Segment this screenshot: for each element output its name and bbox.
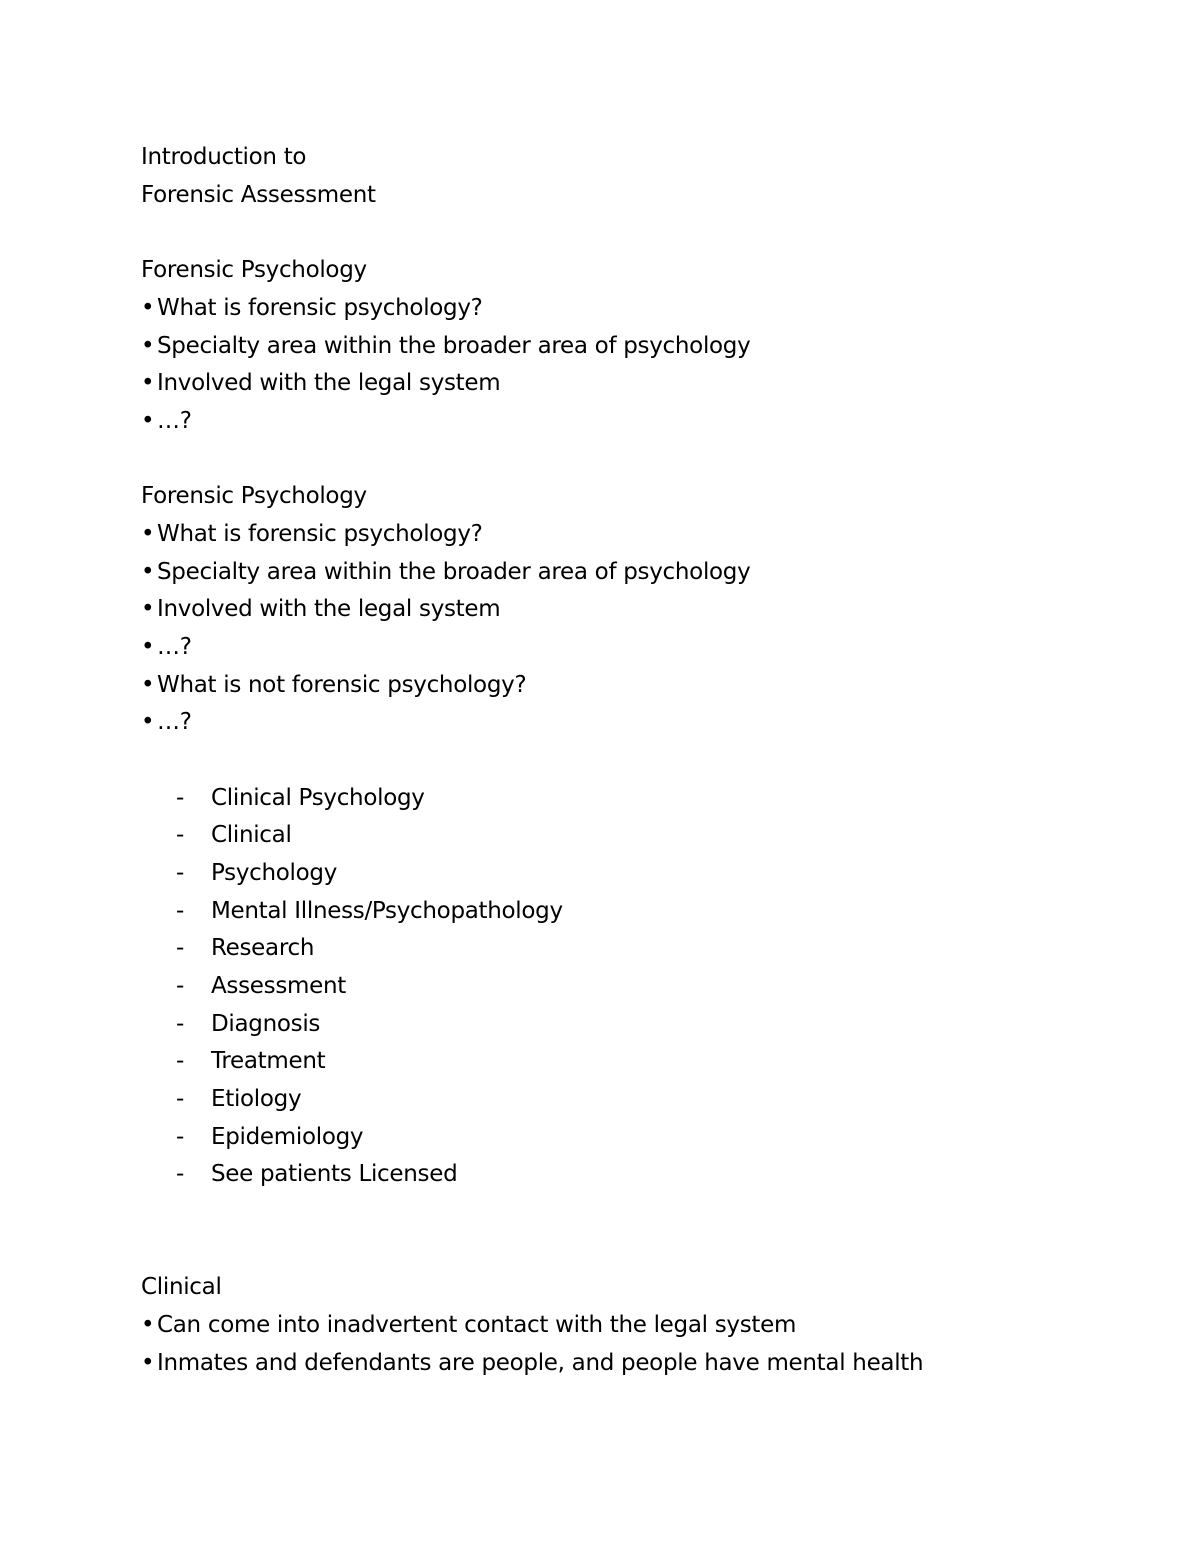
dash-marker: - xyxy=(176,1124,184,1150)
bullet-marker: • xyxy=(141,559,155,585)
section1-bullet xyxy=(141,368,500,398)
title-line-2: Forensic Assessment xyxy=(141,182,376,208)
bullet-marker: • xyxy=(141,521,155,547)
dash-item-text: Mental Illness/Psychopathology xyxy=(211,898,563,924)
dash-list-item xyxy=(176,783,425,813)
section1-bullet xyxy=(141,406,192,436)
bullet-marker: • xyxy=(141,672,155,698)
dash-item-text: Psychology xyxy=(211,860,338,886)
bullet-text: Involved with the legal system xyxy=(157,370,501,396)
dash-list-item xyxy=(176,820,292,850)
bullet-marker: • xyxy=(141,1312,155,1338)
bullet-text: What is forensic psychology? xyxy=(157,521,483,547)
dash-item-text: Treatment xyxy=(211,1048,326,1074)
bullet-marker: • xyxy=(141,370,155,396)
section3-bullet xyxy=(141,1348,923,1378)
dash-list-item xyxy=(176,1084,301,1114)
dash-list-item xyxy=(176,1122,363,1152)
section2-bullet xyxy=(141,519,483,549)
bullet-marker: • xyxy=(141,295,155,321)
section2-bullet xyxy=(141,707,192,737)
bullet-text: …? xyxy=(157,709,192,735)
section1-bullet xyxy=(141,331,750,361)
dash-marker: - xyxy=(176,822,184,848)
dash-item-text: Diagnosis xyxy=(211,1011,321,1037)
section2-heading: Forensic Psychology xyxy=(141,483,367,509)
dash-list-item xyxy=(176,971,346,1001)
dash-marker: - xyxy=(176,1048,184,1074)
dash-item-text: Research xyxy=(211,935,315,961)
section2-bullet xyxy=(141,594,500,624)
dash-item-text: Clinical Psychology xyxy=(211,785,425,811)
dash-marker: - xyxy=(176,860,184,886)
section1-heading: Forensic Psychology xyxy=(141,257,367,283)
dash-marker: - xyxy=(176,785,184,811)
dash-list-item xyxy=(176,1009,320,1039)
dash-marker: - xyxy=(176,898,184,924)
dash-marker: - xyxy=(176,935,184,961)
section3-bullet xyxy=(141,1310,796,1340)
bullet-marker: • xyxy=(141,1350,155,1376)
bullet-text: What is forensic psychology? xyxy=(157,295,483,321)
bullet-marker: • xyxy=(141,709,155,735)
bullet-marker: • xyxy=(141,333,155,359)
section2-bullet xyxy=(141,670,526,700)
bullet-marker: • xyxy=(141,634,155,660)
dash-marker: - xyxy=(176,1161,184,1187)
dash-marker: - xyxy=(176,1011,184,1037)
section1-bullet xyxy=(141,293,483,323)
section2-bullet xyxy=(141,632,192,662)
bullet-text: Specialty area within the broader area of psychology xyxy=(157,559,751,585)
bullet-text: Specialty area within the broader area of psychology xyxy=(157,333,751,359)
dash-item-text: See patients Licensed xyxy=(211,1161,458,1187)
bullet-text: Inmates and defendants are people, and people have mental health xyxy=(157,1350,924,1376)
bullet-marker: • xyxy=(141,408,155,434)
dash-item-text: Epidemiology xyxy=(211,1124,364,1150)
bullet-text: Involved with the legal system xyxy=(157,596,501,622)
dash-list-item xyxy=(176,1159,457,1189)
dash-marker: - xyxy=(176,973,184,999)
dash-list-item xyxy=(176,933,314,963)
dash-marker: - xyxy=(176,1086,184,1112)
dash-item-text: Etiology xyxy=(211,1086,302,1112)
bullet-text: What is not forensic psychology? xyxy=(157,672,527,698)
bullet-text: Can come into inadvertent contact with the legal system xyxy=(157,1312,797,1338)
dash-item-text: Clinical xyxy=(211,822,292,848)
bullet-text: …? xyxy=(157,408,192,434)
title-line-1: Introduction to xyxy=(141,144,307,170)
bullet-text: …? xyxy=(157,634,192,660)
dash-list-item xyxy=(176,896,563,926)
dash-list-item xyxy=(176,1046,325,1076)
section2-bullet xyxy=(141,557,750,587)
bullet-marker: • xyxy=(141,596,155,622)
section3-heading: Clinical xyxy=(141,1274,222,1300)
dash-item-text: Assessment xyxy=(211,973,346,999)
dash-list-item xyxy=(176,858,337,888)
